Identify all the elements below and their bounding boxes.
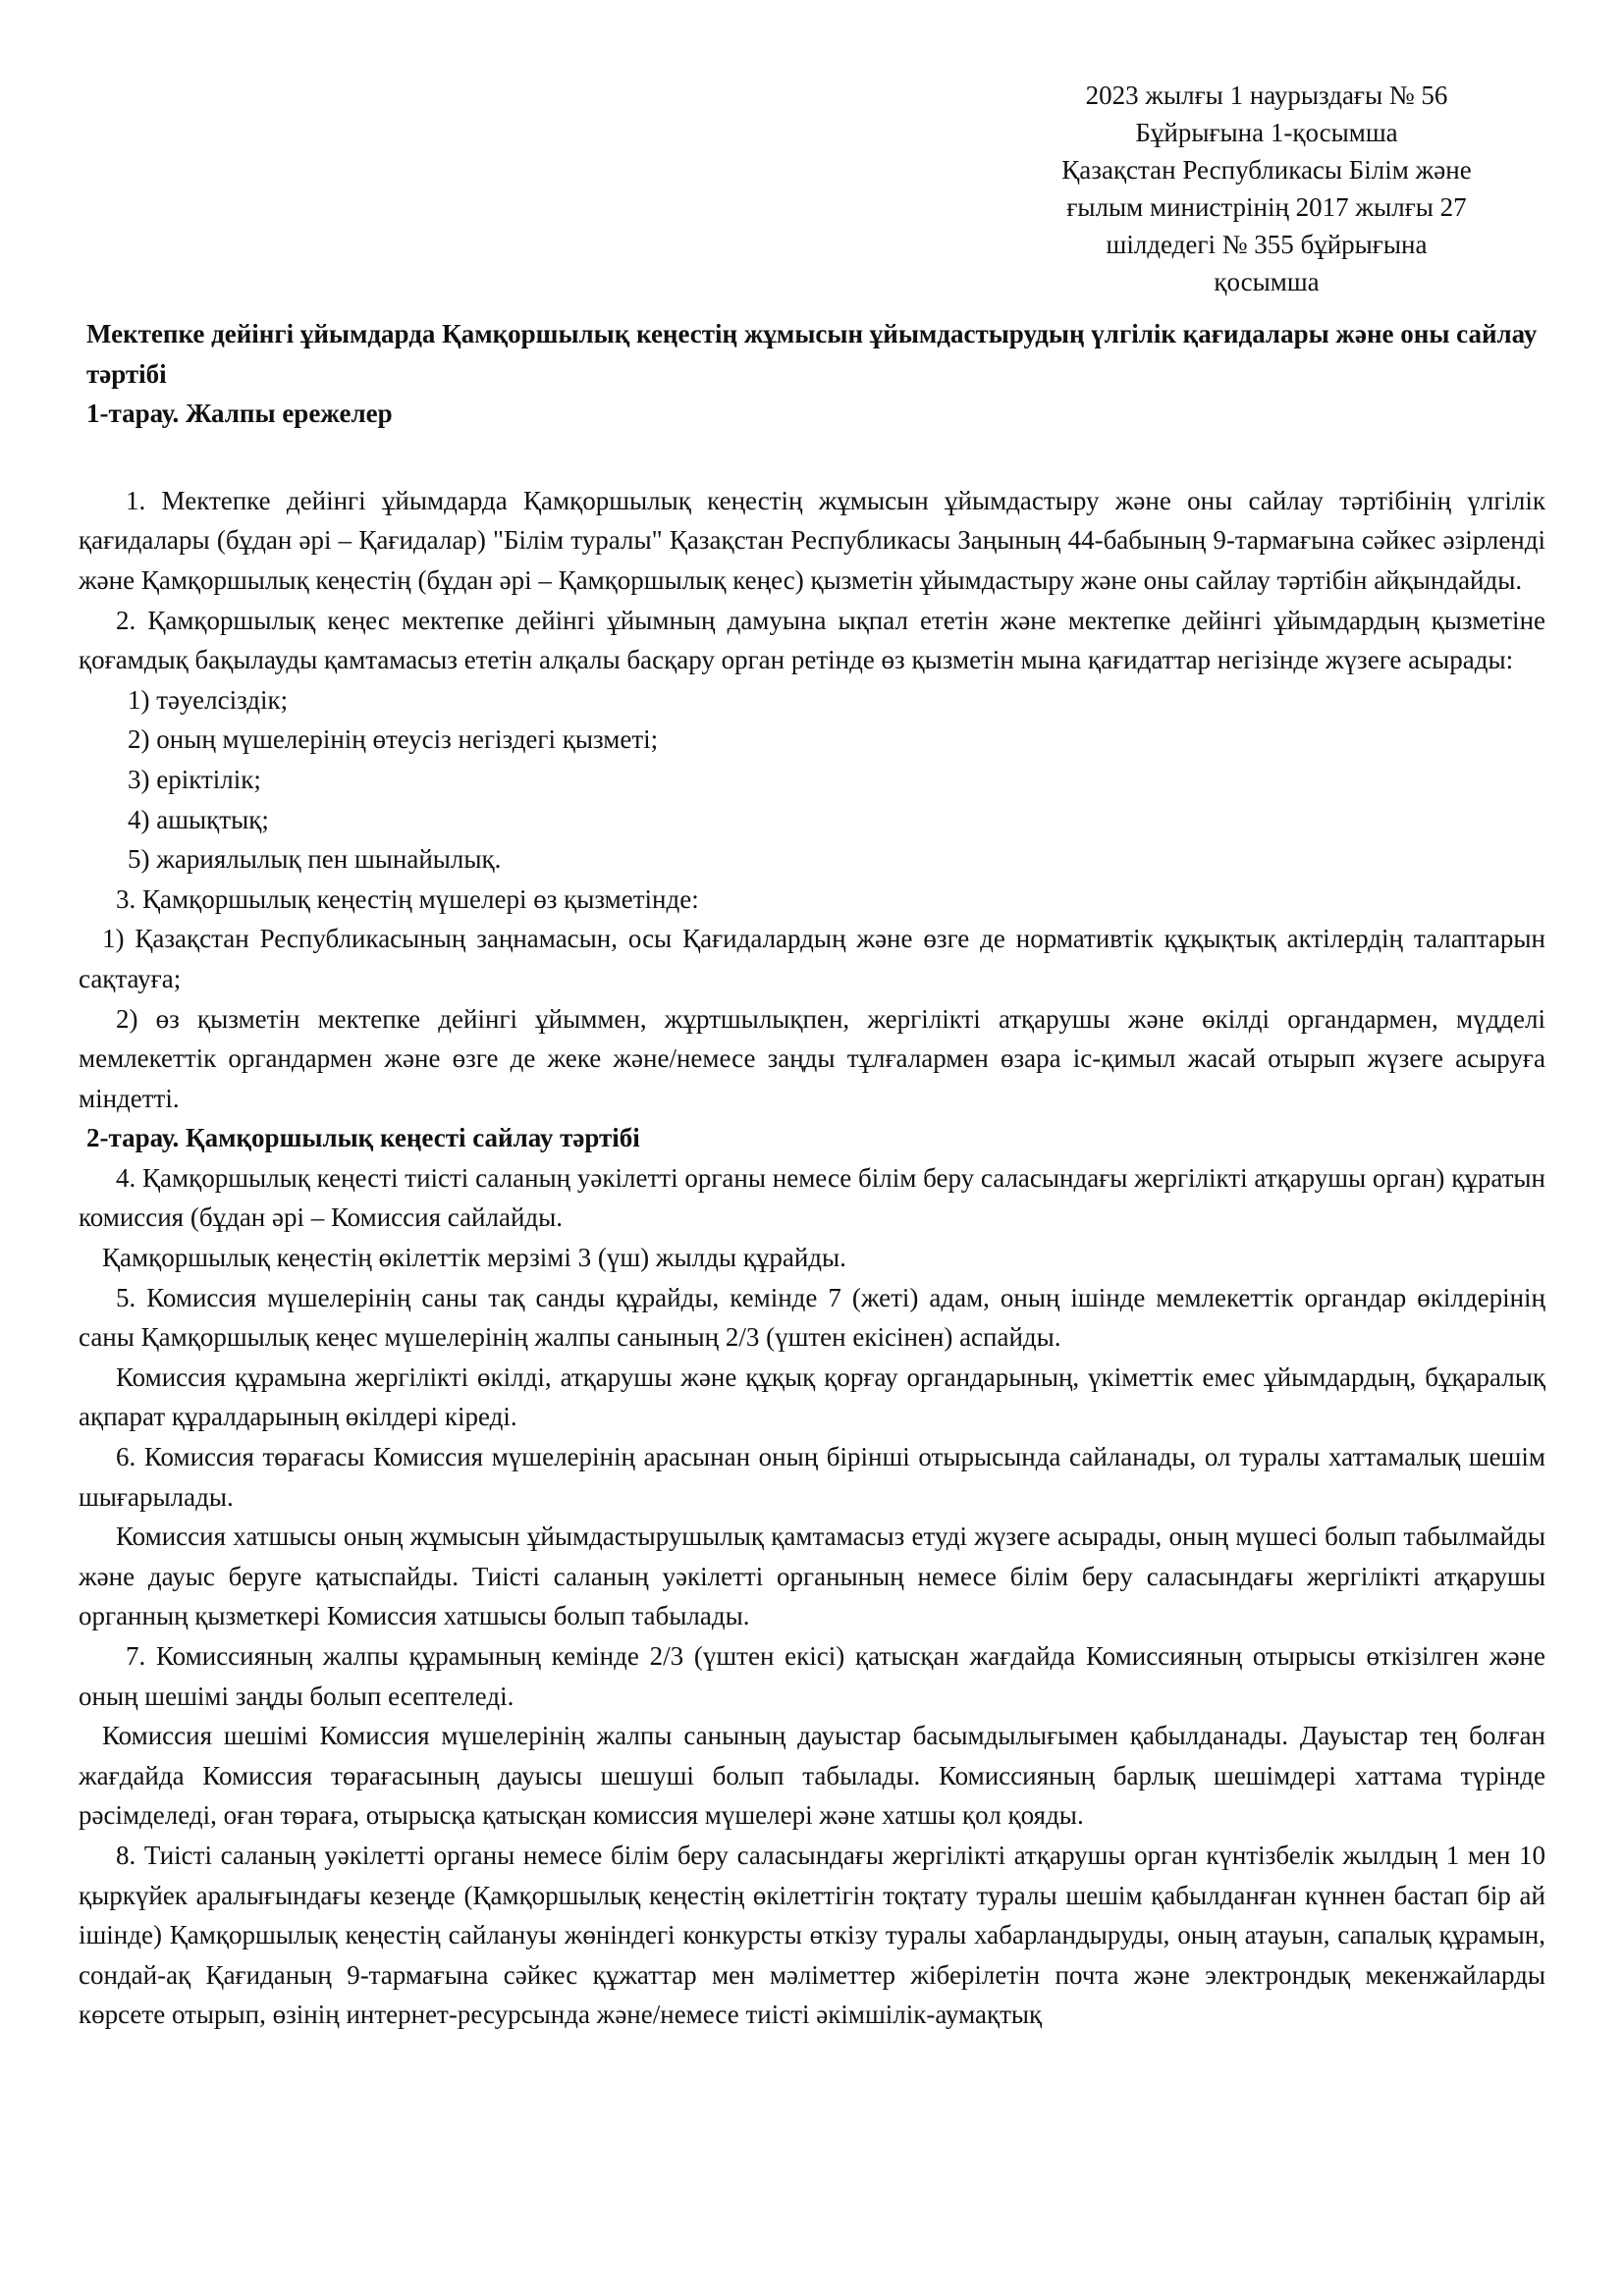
paragraph-6: 6. Комиссия төрағасы Комиссия мүшелерінің арасынан оның бірінші отырысында сайланады, ол туралы хаттамалық шешім шығарылады. — [79, 1442, 1545, 1512]
header-line: қосымша — [1214, 267, 1320, 296]
document-title: Мектепке дейінгі ұйымдарда Қамқоршылық кеңестің жұмысын ұйымдастырудың үлгілік қағидалары және оны сайлау тәртібі — [86, 319, 1538, 389]
header-line: ғылым министрінің 2017 жылғы 27 — [1066, 192, 1467, 222]
document-body — [79, 314, 1545, 2035]
paragraph-8: 8. Тиісті саланың уәкілетті органы немесе білім беру саласындағы жергілікті атқарушы орган күнтізбелік жылдың 1 мен 10 қыркүйек аралығындағы кезеңде (Қамқоршылық кеңестің өкілеттігін тоқтату туралы шешім қабылданған күннен бастап бір ай ішінде) Қамқоршылық кеңестің сайлануы жөніндегі конкурсты өткізу туралы хабарландыруды, оның атауын, сапалық құрамын, сондай-ақ Қағиданың 9-тармағына сәйкес құжаттар мен мәліметтер жіберілетін почта және электрондық мекенжайларды көрсете отырып, өзінің интернет-ресурсында және/немесе тиісті әкімшілік-аумақтық — [79, 1840, 1545, 2030]
paragraph-7: 7. Комиссияның жалпы құрамының кемінде 2/3 (үштен екісі) қатысқан жағдайда Комиссияның отырысы өткізілген және оның шешімі заңды болып есептеледі. — [79, 1641, 1545, 1711]
paragraph-2: 2. Қамқоршылық кеңес мектепке дейінгі ұйымның дамуына ықпал ететін және мектепке дейінгі ұйымдардың қызметіне қоғамдық бақылауды қамтамасыз ететін алқалы басқару орган ретінде өз қызметін мына қағидаттар негізінде жүзеге асырады: — [79, 605, 1545, 675]
paragraph-5b: Комиссия құрамына жергілікті өкілді, атқарушы және құқық қорғау органдарының, үкіметтік емес ұйымдардың, бұқаралық ақпарат құралдарының өкілдері кіреді. — [79, 1362, 1545, 1432]
paragraph-4b: Қамқоршылық кеңестің өкілеттік мерзімі 3 (үш) жылды құрайды. — [102, 1243, 846, 1273]
appendix-header — [1001, 77, 1532, 300]
principle-item: 1) тәуелсіздік; — [128, 684, 289, 715]
header-line: 2023 жылғы 1 наурыздағы № 56 — [1085, 80, 1448, 110]
paragraph-1: 1. Мектепке дейінгі ұйымдарда Қамқоршылық кеңестің жұмысын ұйымдастыру және оны сайлау тәртібінің үлгілік қағидалары (бұдан әрі – Қағидалар) "Білім туралы" Қазақстан Республикасы Заңының 44-бабының 9-тармағына сәйкес әзірленді және Қамқоршылық кеңестің (бұдан әрі – Қамқоршылық кеңес) қызметін ұйымдастыру және оны сайлау тәртібін айқындайды. — [79, 485, 1545, 595]
paragraph-7b: Комиссия шешімі Комиссия мүшелерінің жалпы санының дауыстар басымдылығымен қабылданады. Дауыстар тең болған жағдайда Комиссия төрағасының дауысы шешуші болып табылады. Комиссияның барлық шешімдері хаттама түрінде рәсімделеді, оған төраға, отырысқа қатысқан комиссия мүшелері және хатшы қол қояды. — [79, 1721, 1545, 1831]
header-line: Қазақстан Республикасы Білім және — [1061, 155, 1472, 185]
paragraph-3-item-1: 1) Қазақстан Республикасының заңнамасын, осы Қағидалардың және өзге де нормативтік құқықтық актілердің талаптарын сақтауға; — [79, 924, 1545, 993]
principle-item: 3) еріктілік; — [128, 764, 261, 794]
principle-item: 5) жариялылық пен шынайылық. — [128, 844, 502, 875]
chapter-2-heading: 2-тарау. Қамқоршылық кеңесті сайлау тәртібі — [86, 1123, 640, 1153]
paragraph-5: 5. Комиссия мүшелерінің саны тақ санды құрайды, кемінде 7 (жеті) адам, оның ішінде мемлекеттік органдар өкілдерінің саны Қамқоршылық кеңес мүшелерінің жалпы санының 2/3 (үштен екісінен) аспайды. — [79, 1282, 1545, 1353]
paragraph-3: 3. Қамқоршылық кеңестің мүшелері өз қызметінде: — [116, 883, 699, 914]
paragraph-3-item-2: 2) өз қызметін мектепке дейінгі ұйыммен, жұртшылықпен, жергілікті атқарушы және өкілді органдармен, мүдделі мемлекеттік органдармен және өзге де жеке және/немесе заңды тұлғалармен өзара іс-қимыл жасай отырып жүзеге асыруға міндетті. — [79, 1003, 1545, 1113]
principle-item: 2) оның мүшелерінің өтеусіз негіздегі қызметі; — [128, 724, 659, 755]
paragraph-4: 4. Қамқоршылық кеңесті тиісті саланың уәкілетті органы немесе білім беру саласындағы жергілікті атқарушы орган) құратын комиссия (бұдан әрі – Комиссия сайлайды. — [79, 1162, 1545, 1233]
chapter-1-heading: 1-тарау. Жалпы ережелер — [86, 399, 393, 429]
principle-item: 4) ашықтық; — [128, 804, 269, 834]
header-line: Бұйрығына 1-қосымша — [1135, 118, 1398, 147]
paragraph-6b: Комиссия хатшысы оның жұмысын ұйымдастырушылық қамтамасыз етуді жүзеге асырады, оның мүшесі болып табылмайды және дауыс беруге қатыспайды. Тиісті саланың уәкілетті органының немесе білім беру саласындағы жергілікті атқарушы органның қызметкері Комиссия хатшысы болып табылады. — [79, 1522, 1545, 1631]
header-line: шілдедегі № 355 бұйрығына — [1106, 230, 1428, 259]
